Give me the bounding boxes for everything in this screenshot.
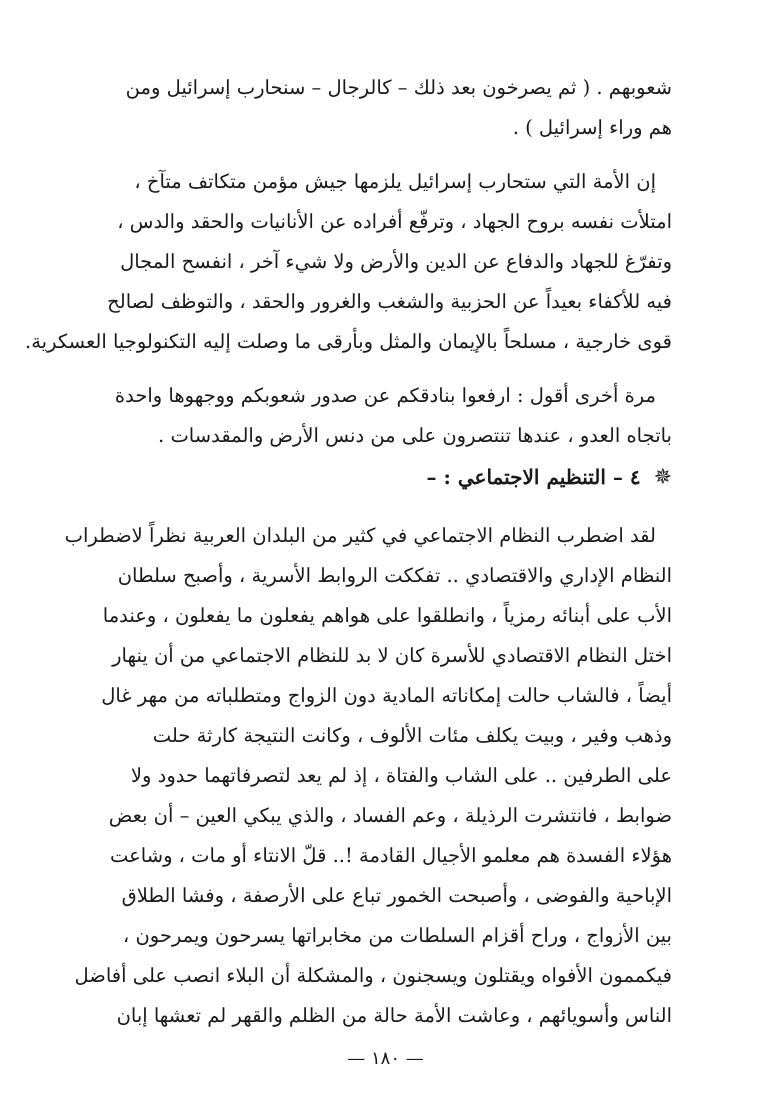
text-line: ضوابط ، فانتشرت الرذيلة ، وعم الفساد ، والذي يبكي العين – أن بعض: [108, 804, 672, 827]
text-line: قوى خارجية ، مسلحاً بالإيمان والمثل وبأرقى ما وصلت إليه التكنولوجيا العسكرية.: [25, 330, 672, 353]
paragraph-4: [64, 516, 672, 1036]
text-line: إن الأمة التي ستحارب إسرائيل يلزمها جيش مؤمن متكاتف متآخ ،: [134, 170, 656, 193]
text-line: لقد اضطرب النظام الاجتماعي في كثير من البلدان العربية نظراً لاضطراب: [64, 524, 656, 547]
text-line: هم وراء إسرائيل ) .: [512, 116, 672, 139]
text-line: الناس وأسويائهم ، وعاشت الأمة حالة من الظلم والقهر لم تعشها إبان: [116, 1004, 672, 1027]
paragraph-1: [96, 68, 672, 148]
text-line: الأب على أبنائه رمزياً ، وانطلقوا على هواهم يفعلون ما يفعلون ، وعندما: [102, 604, 672, 627]
paragraph-2: [25, 162, 672, 362]
text-line: وذهب وفير ، وبيت يكلف مئات الألوف ، وكانت النتيجة كارثة حلت: [152, 724, 672, 747]
text-line: فيكممون الأفواه ويقتلون ويسجنون ، والمشكلة أن البلاء انصب على أفاضل: [74, 964, 672, 987]
text-line: شعوبهم . ( ثم يصرخون بعد ذلك – كالرجال – سنحارب إسرائيل ومن: [125, 76, 672, 99]
text-line: وتفرّغ للجهاد والدفاع عن الدين والأرض ولا شيء آخر ، انفسح المجال: [120, 250, 672, 273]
text-line: فيه للأكفاء بعيداً عن الحزبية والشغب والغرور والحقد ، والتوظف لصالح: [107, 290, 672, 313]
text-line: باتجاه العدو ، عندها تنتصرون على من دنس الأرض والمقدسات .: [158, 424, 672, 447]
text-line: اختل النظام الاقتصادي للأسرة كان لا بد للنظام الاجتماعي من أن ينهار: [112, 644, 672, 667]
text-line: النظام الإداري والاقتصادي .. تفككت الروابط الأسرية ، وأصبح سلطان: [117, 564, 672, 587]
text-line: هؤلاء الفسدة هم معلمو الأجيال القادمة !.. قلّ الانتاء أو مات ، وشاعت: [110, 844, 672, 867]
page-body: [25, 68, 672, 1036]
star-icon: ✵: [653, 465, 672, 490]
page-number: — ١٨٠ —: [347, 1048, 424, 1069]
section-heading: [96, 456, 672, 498]
text-line: بين الأزواج ، وراح أقزام السلطات من مخابراتها يسرحون ويمرحون ،: [122, 924, 672, 947]
text-line: الإباحية والفوضى ، وأصبحت الخمور تباع على الأرصفة ، وفشا الطلاق: [121, 884, 672, 907]
text-line: على الطرفين .. على الشاب والفتاة ، إذ لم يعد لتصرفاتهما حدود ولا: [130, 764, 672, 787]
text-line: أيضاً ، فالشاب حالت إمكاناته المادية دون الزواج ومتطلباته من مهر غال: [101, 684, 672, 707]
paragraph-3: [96, 376, 672, 456]
text-line: امتلأت نفسه بروح الجهاد ، وترفّع أفراده عن الأنانيات والحقد والدس ،: [117, 210, 672, 233]
section-heading-text: ٤ – التنظيم الاجتماعي : –: [426, 465, 641, 489]
text-line: مرة أخرى أقول : ارفعوا بنادقكم عن صدور شعوبكم ووجهوها واحدة: [114, 384, 656, 407]
